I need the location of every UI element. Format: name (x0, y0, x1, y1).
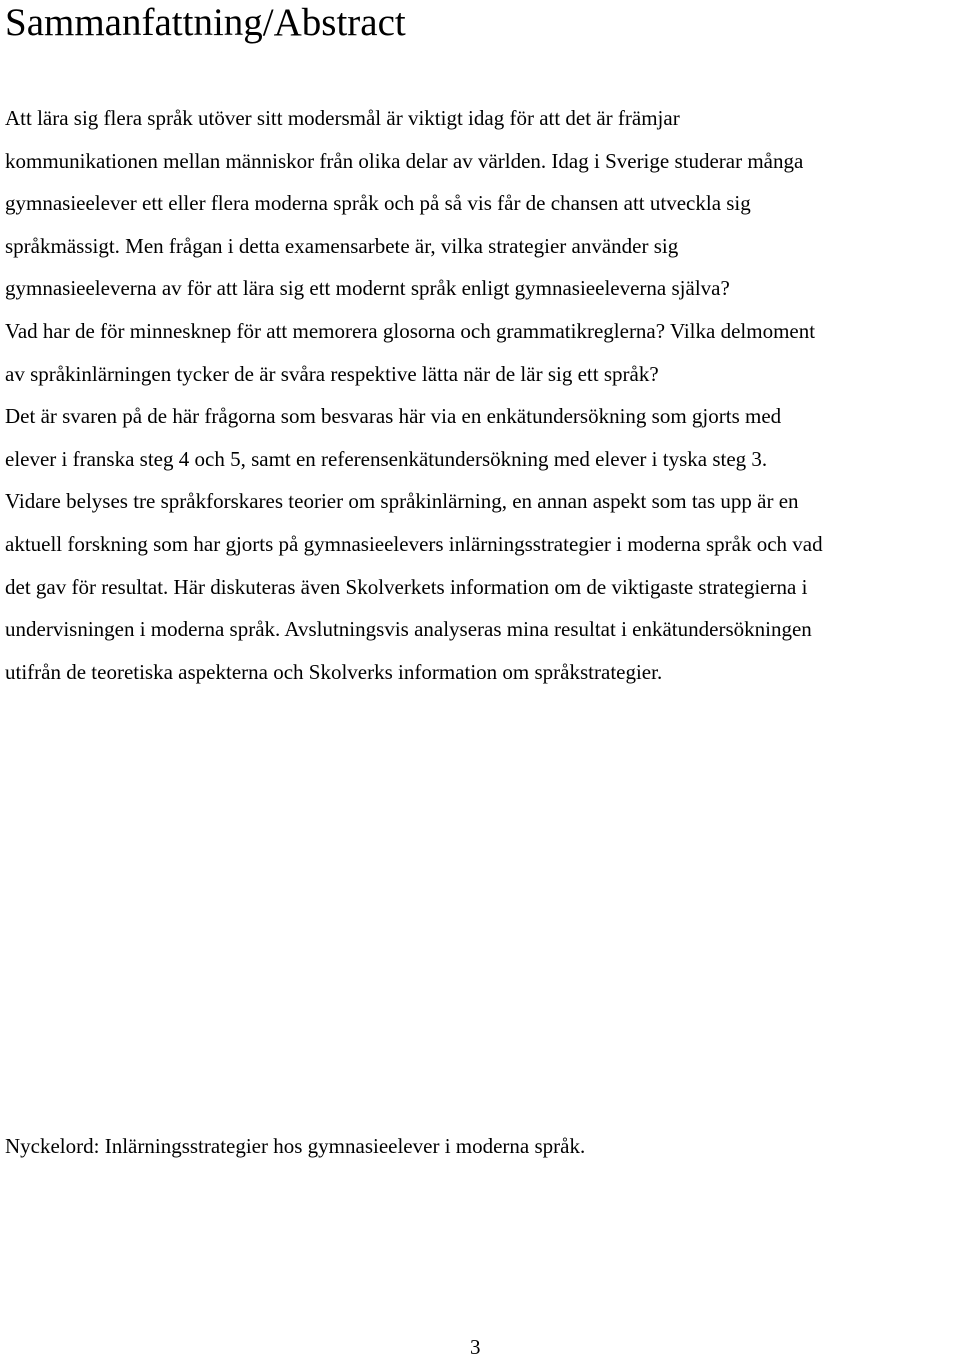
abstract-line: aktuell forskning som har gjorts på gymnasieelevers inlärningsstrategier i moderna språk och vad (5, 531, 823, 556)
abstract-line: Det är svaren på de här frågorna som besvaras här via en enkätundersökning som gjorts med (5, 404, 782, 429)
keywords: Nyckelord: Inlärningsstrategier hos gymnasieelever i moderna språk. (5, 1134, 586, 1158)
page-title: Sammanfattning/Abstract (5, 1, 406, 44)
abstract-line: gymnasieeleverna av för att lära sig ett modernt språk enligt gymnasieeleverna själva? (5, 276, 730, 301)
abstract-line: av språkinlärningen tycker de är svåra respektive lätta när de lär sig ett språk? (5, 361, 659, 386)
abstract-line: Vidare belyses tre språkforskares teorier om språkinlärning, en annan aspekt som tas upp är en (5, 489, 799, 514)
abstract-body (5, 97, 960, 693)
page-number: 3 (470, 1335, 481, 1359)
abstract-line: Att lära sig flera språk utöver sitt modersmål är viktigt idag för att det är främjar (5, 106, 680, 130)
abstract-line: det gav för resultat. Här diskuteras även Skolverkets information om de viktigaste strategierna i (5, 574, 808, 599)
abstract-line: språkmässigt. Men frågan i detta examensarbete är, vilka strategier använder sig (5, 233, 679, 258)
abstract-line: undervisningen i moderna språk. Avslutningsvis analyseras mina resultat i enkätundersökningen (5, 617, 812, 642)
abstract-line: utifrån de teoretiska aspekterna och Skolverks information om språkstrategier. (5, 659, 663, 684)
abstract-line: elever i franska steg 4 och 5, samt en referensenkätundersökning med elever i tyska steg 3. (5, 446, 768, 471)
abstract-line: kommunikationen mellan människor från olika delar av världen. Idag i Sverige studerar många (5, 148, 804, 173)
abstract-line: Vad har de för minnesknep för att memorera glosorna och grammatikreglerna? Vilka delmoment (5, 318, 816, 343)
abstract-line: gymnasieelever ett eller flera moderna språk och på så vis får de chansen att utveckla sig (5, 191, 751, 216)
